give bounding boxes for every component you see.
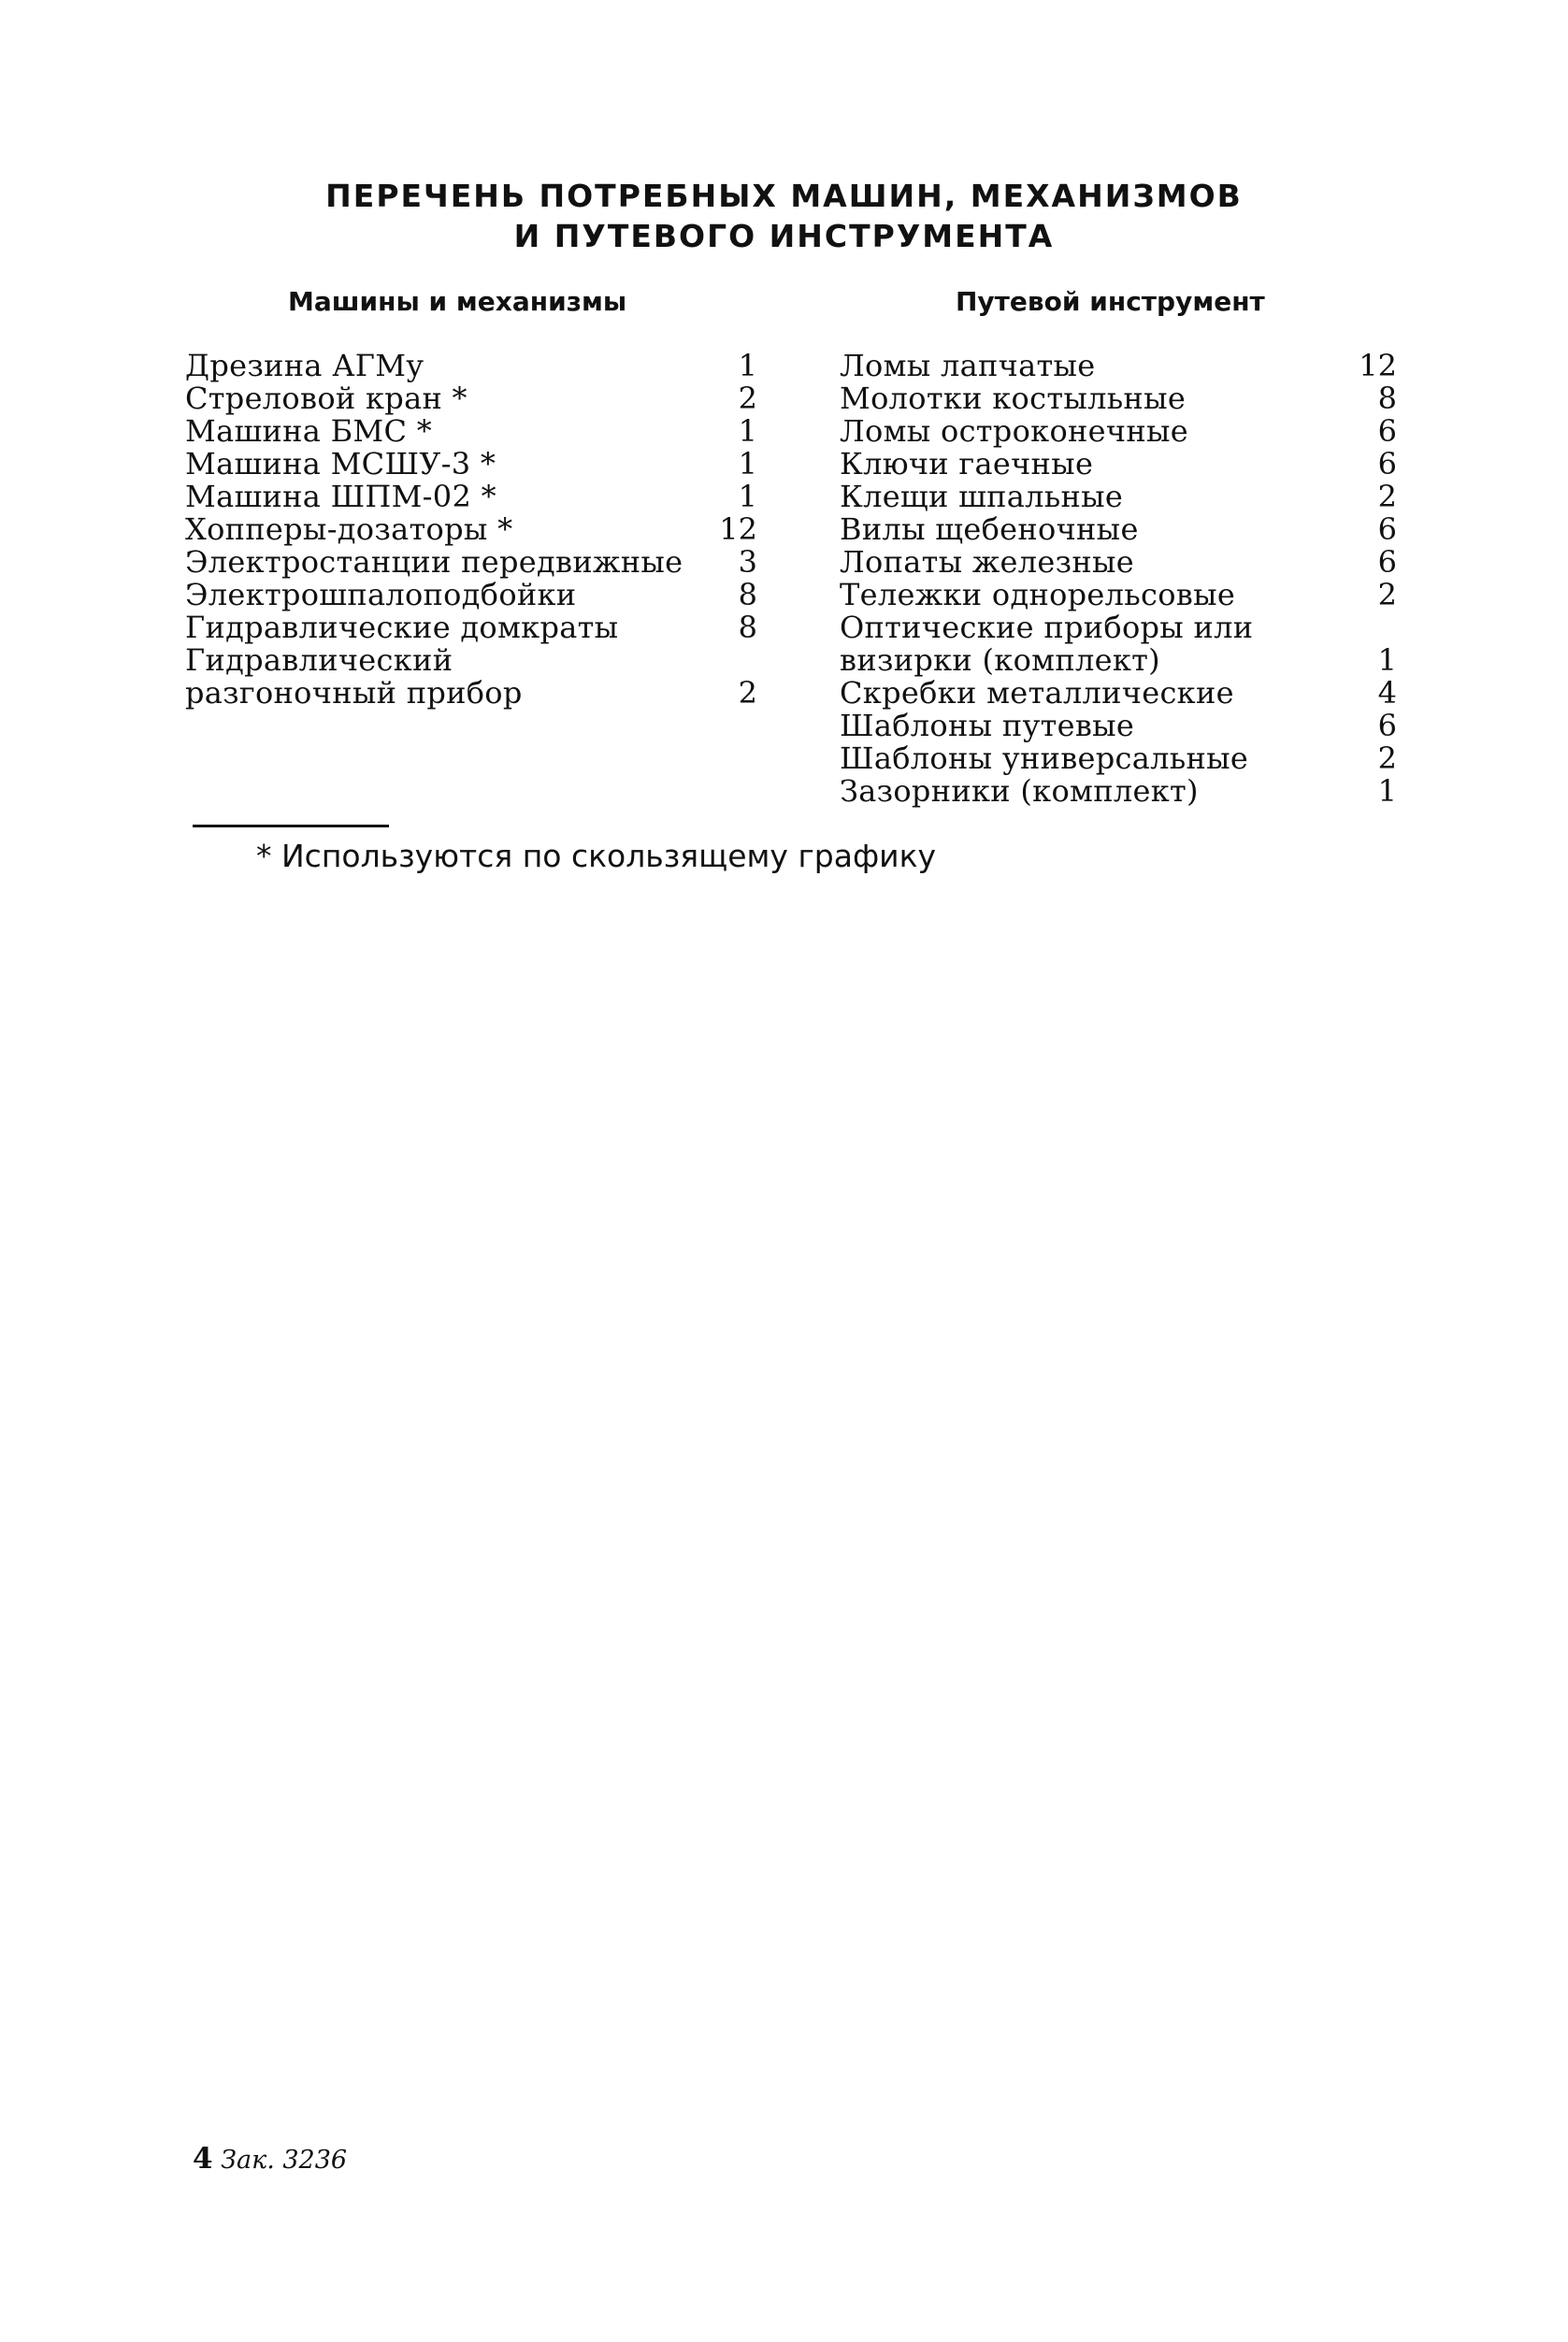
item-quantity: 1 <box>738 479 757 514</box>
order-number: Зак. 3236 <box>221 2146 348 2175</box>
item-name: Скребки металлические <box>840 675 1234 711</box>
list-item <box>840 513 1397 546</box>
item-quantity: 6 <box>1377 544 1397 580</box>
item-name: Ключи гаечные <box>840 446 1094 481</box>
list-item <box>185 546 757 579</box>
document-title-line-1: ПЕРЕЧЕНЬ ПОТРЕБНЫХ МАШИН, МЕХАНИЗМОВ <box>325 178 1243 214</box>
list-item <box>185 611 757 644</box>
item-quantity: 2 <box>1377 740 1397 776</box>
item-name: Электростанции передвижные <box>185 544 683 580</box>
item-quantity: 1 <box>738 348 757 383</box>
item-quantity: 6 <box>1377 413 1397 449</box>
item-name: Гидравлические домкраты <box>185 610 619 645</box>
item-quantity: 2 <box>1377 577 1397 612</box>
list-item <box>840 382 1397 415</box>
item-name: Вилы щебеночные <box>840 511 1139 547</box>
item-name: Электрошпалоподбойки <box>185 577 577 612</box>
document-title-line-2: И ПУТЕВОГО ИНСТРУМЕНТА <box>513 218 1055 254</box>
list-item <box>840 448 1397 481</box>
item-name: Стреловой кран * <box>185 381 468 416</box>
item-quantity: 1 <box>1377 773 1397 809</box>
item-quantity: 4 <box>1377 675 1397 711</box>
list-item <box>840 677 1397 710</box>
item-quantity: 1 <box>1377 642 1397 678</box>
list-item <box>185 513 757 546</box>
item-quantity: 8 <box>1377 381 1397 416</box>
item-name: Гидравлический разгоночный прибор <box>185 642 523 711</box>
item-name: Хопперы-дозаторы * <box>185 511 513 547</box>
list-item <box>840 710 1397 742</box>
page-mark <box>193 2143 347 2177</box>
list-item <box>185 415 757 448</box>
item-name: Дрезина АГМу <box>185 348 424 383</box>
item-name: Ломы остроконечные <box>840 413 1188 449</box>
list-item <box>840 775 1397 808</box>
item-name: Лопаты железные <box>840 544 1135 580</box>
item-name: Молотки костыльные <box>840 381 1187 416</box>
item-quantity: 3 <box>738 544 757 580</box>
list-item <box>840 742 1397 775</box>
item-name: Оптические приборы или визирки (комплект) <box>840 610 1254 678</box>
list-item <box>840 415 1397 448</box>
list-item <box>840 481 1397 513</box>
item-quantity: 2 <box>738 381 757 416</box>
item-quantity: 6 <box>1377 446 1397 481</box>
item-quantity: 2 <box>738 675 757 711</box>
list-item <box>840 350 1397 382</box>
item-quantity: 12 <box>719 511 757 547</box>
tools-heading: Путевой инструмент <box>956 286 1265 317</box>
item-quantity: 1 <box>738 413 757 449</box>
item-name: Зазорники (комплект) <box>840 773 1199 809</box>
page-number: 4 <box>193 2142 213 2176</box>
footnote: * Используются по скользящему графику <box>256 838 937 874</box>
item-name: Машина МСШУ-3 * <box>185 446 496 481</box>
item-name: Клещи шпальные <box>840 479 1124 514</box>
item-quantity: 6 <box>1377 511 1397 547</box>
list-item <box>840 579 1397 611</box>
footnote-divider <box>193 825 389 827</box>
item-quantity: 8 <box>738 610 757 645</box>
item-name: Шаблоны универсальные <box>840 740 1249 776</box>
list-item <box>185 481 757 513</box>
list-item <box>840 546 1397 579</box>
item-name: Шаблоны путевые <box>840 708 1135 743</box>
item-quantity: 12 <box>1359 348 1397 383</box>
item-quantity: 6 <box>1377 708 1397 743</box>
item-name: Ломы лапчатые <box>840 348 1096 383</box>
tools-list <box>840 350 1397 808</box>
list-item <box>185 579 757 611</box>
machines-list <box>185 350 757 710</box>
item-name: Тележки однорельсовые <box>840 577 1236 612</box>
item-quantity: 2 <box>1377 479 1397 514</box>
list-item <box>840 611 1397 677</box>
item-name: Машина ШПМ-02 * <box>185 479 496 514</box>
item-name: Машина БМС * <box>185 413 433 449</box>
list-item <box>185 448 757 481</box>
list-item <box>185 382 757 415</box>
machines-heading: Машины и механизмы <box>288 286 627 317</box>
list-item <box>185 350 757 382</box>
item-quantity: 1 <box>738 446 757 481</box>
item-quantity: 8 <box>738 577 757 612</box>
list-item <box>185 644 757 710</box>
